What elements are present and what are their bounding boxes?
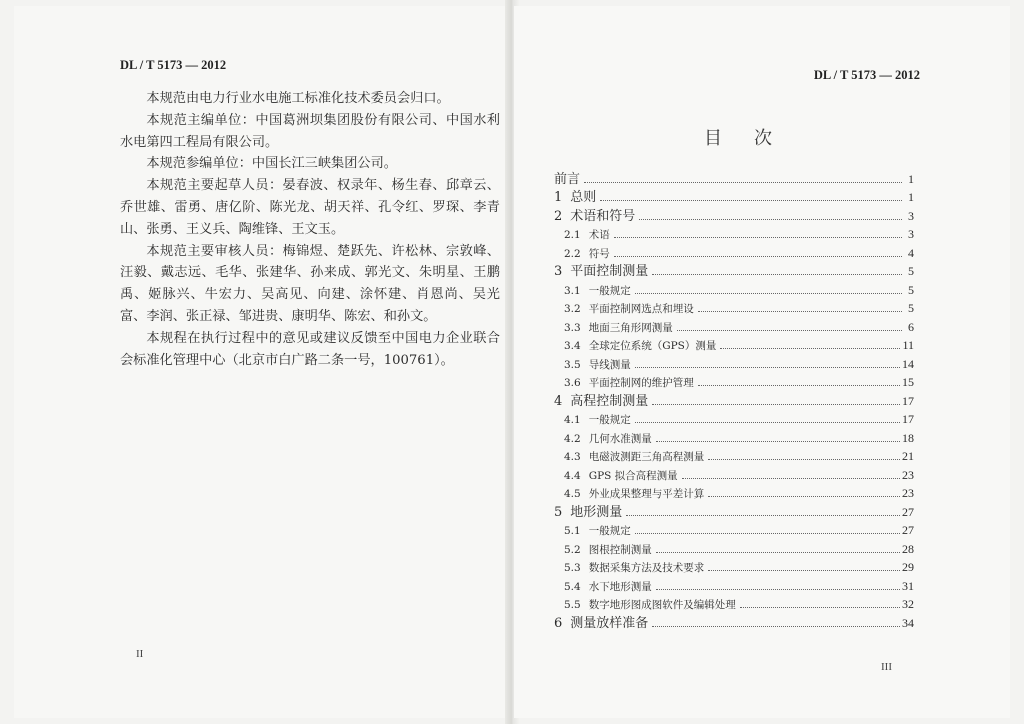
toc-entry-page: 3	[908, 227, 914, 241]
toc-entry-label: 高程控制测量	[570, 393, 649, 409]
left-page-number: II	[136, 648, 144, 660]
toc-entry-label: 一般规定	[588, 525, 631, 537]
toc-entry-number: 3.6	[564, 377, 581, 389]
toc-leader-dots	[652, 274, 902, 275]
front-matter-text	[120, 88, 500, 371]
toc-entry-label: 前言	[554, 171, 581, 187]
toc-entry	[554, 612, 914, 631]
toc-entry-number: 4.1	[564, 414, 581, 426]
toc-entry-label: 平面控制测量	[570, 264, 649, 279]
toc-entry-number: 3.1	[564, 284, 581, 297]
toc-entry-number: 3.4	[564, 340, 581, 352]
toc-entry-title	[564, 523, 633, 538]
toc-entry-label: 导线测量	[588, 358, 631, 371]
toc-entry-number: 5.2	[564, 543, 581, 556]
toc-entry	[554, 298, 914, 317]
toc-entry-number: 6	[554, 615, 563, 631]
left-page	[14, 6, 510, 718]
toc-entry	[554, 279, 914, 298]
paragraph: 本规范参编单位：中国长江三峡集团公司。	[146, 156, 397, 172]
toc-entry-page: 11	[902, 338, 914, 352]
toc-leader-dots	[635, 293, 902, 294]
toc-entry-label: GPS 拟合高程测量	[588, 469, 678, 482]
toc-entry-title	[564, 301, 696, 316]
toc-entry	[554, 575, 914, 594]
toc-entry-title	[564, 338, 718, 353]
toc-entry-number: 3.2	[564, 303, 581, 315]
toc-entry	[554, 316, 914, 335]
toc-leader-dots	[600, 200, 902, 201]
left-page-header: DL / T 5173 — 2012	[120, 58, 227, 72]
toc-entry-page: 23	[902, 467, 914, 482]
toc-entry-title	[564, 597, 738, 612]
paragraph: 本规范由电力行业水电施工标准化技术委员会归口。	[146, 91, 450, 106]
toc-entry-label: 一般规定	[588, 284, 631, 297]
toc-entry-title	[554, 205, 637, 224]
toc-entry	[554, 187, 914, 206]
toc-entry-label: 几何水准测量	[588, 432, 652, 445]
toc-entry-page: 1	[908, 190, 914, 204]
toc-leader-dots	[614, 237, 902, 238]
toc-entry-label: 地面三角形网测量	[588, 321, 673, 334]
toc-entry-label: 地形测量	[570, 504, 623, 520]
toc-entry-title	[564, 486, 706, 501]
toc-entry-label: 外业成果整理与平差计算	[588, 488, 705, 500]
toc-entry-number: 5.3	[564, 562, 581, 574]
toc-leader-dots	[656, 589, 900, 590]
toc-entry-title	[564, 227, 612, 242]
toc-title: 目次	[704, 128, 804, 149]
toc-entry	[554, 205, 914, 224]
toc-entry-page: 15	[902, 375, 914, 389]
toc-entry-number: 5.4	[564, 580, 581, 593]
toc-entry-title	[564, 431, 654, 446]
toc-entry-number: 3.3	[564, 321, 581, 334]
toc-entry	[554, 224, 914, 243]
toc-entry	[554, 242, 914, 261]
toc-entry-number: 2	[554, 208, 563, 224]
toc-entry-number: 5.1	[564, 525, 581, 537]
toc-entry-title	[564, 375, 696, 390]
toc-entry-label: 水下地形测量	[588, 580, 652, 593]
toc-entry	[554, 557, 914, 576]
toc-entry-title	[564, 283, 633, 298]
right-page-number: III	[881, 661, 892, 673]
toc-entry-page: 31	[902, 578, 914, 593]
toc-entry	[554, 483, 914, 502]
toc-entry	[554, 520, 914, 539]
toc-entry-number: 5	[554, 504, 563, 520]
toc-entry-page: 21	[902, 449, 914, 463]
toc-entry	[554, 168, 914, 187]
toc-entry-title	[564, 320, 675, 335]
toc-entry-label: 图根控制测量	[588, 543, 652, 556]
toc-entry-page: 3	[908, 208, 914, 223]
toc-entry	[554, 594, 914, 613]
toc-entry-page: 5	[908, 301, 914, 315]
toc-entry-number: 4.5	[564, 488, 581, 500]
toc-entry-label: 平面控制网的维护管理	[588, 377, 694, 389]
toc-entry-page: 17	[902, 393, 914, 408]
toc-leader-dots	[740, 607, 900, 608]
toc-leader-dots	[614, 256, 902, 257]
toc-entry-page: 32	[902, 597, 914, 611]
toc-entry-number: 4.3	[564, 451, 581, 463]
toc-entry	[554, 427, 914, 446]
toc-entry-number: 3	[554, 264, 563, 279]
table-of-contents	[554, 168, 914, 631]
toc-leader-dots	[652, 626, 900, 627]
toc-leader-dots	[584, 182, 902, 183]
toc-entry	[554, 538, 914, 557]
toc-entry-number: 4	[554, 393, 563, 409]
toc-leader-dots	[635, 367, 900, 368]
toc-entry-number: 5.5	[564, 599, 581, 611]
toc-entry	[554, 390, 914, 409]
toc-entry-title	[564, 449, 706, 464]
toc-entry-number: 4.2	[564, 432, 581, 445]
toc-entry-page: 6	[908, 319, 914, 334]
toc-entry-title	[564, 542, 654, 557]
toc-entry-number: 1	[554, 190, 563, 205]
toc-entry-page: 1	[908, 171, 914, 186]
toc-entry-title	[554, 390, 650, 409]
toc-entry-label: 测量放样准备	[570, 615, 649, 631]
toc-entry-number: 4.4	[564, 469, 581, 482]
toc-entry-title	[564, 579, 654, 594]
toc-entry	[554, 446, 914, 465]
toc-entry-label: 电磁波测距三角高程测量	[588, 451, 705, 463]
toc-entry-page: 4	[908, 245, 914, 260]
toc-entry-page: 29	[902, 560, 914, 574]
toc-leader-dots	[635, 422, 900, 423]
toc-entry-number: 2.2	[564, 247, 581, 260]
toc-leader-dots	[626, 515, 900, 516]
toc-entry-number: 2.1	[564, 229, 581, 241]
toc-entry	[554, 409, 914, 428]
toc-entry-title	[564, 246, 612, 261]
toc-leader-dots	[677, 330, 902, 331]
toc-entry-page: 23	[902, 486, 914, 500]
toc-leader-dots	[652, 404, 900, 405]
toc-leader-dots	[720, 348, 900, 349]
toc-entry-page: 14	[902, 356, 914, 371]
toc-entry	[554, 261, 914, 280]
toc-entry-label: 数据采集方法及技术要求	[588, 562, 705, 574]
toc-entry	[554, 464, 914, 483]
toc-entry-page: 34	[902, 615, 914, 630]
toc-entry-label: 全球定位系统（GPS）测量	[588, 340, 717, 352]
toc-entry-title	[564, 412, 633, 427]
toc-entry-title	[564, 560, 706, 575]
toc-entry-page: 28	[902, 541, 914, 556]
toc-entry-title	[554, 612, 650, 631]
toc-leader-dots	[708, 496, 900, 497]
right-page-header: DL / T 5173 — 2012	[813, 68, 920, 82]
paragraph: 本规范主编单位：中国葛洲坝集团股份有限公司、中国水利水电第四工程局有限公司。	[120, 112, 500, 150]
toc-entry-label: 符号	[588, 247, 610, 260]
toc-entry	[554, 501, 914, 520]
toc-leader-dots	[682, 478, 900, 479]
toc-entry-label: 数字地形图成图软件及编辑处理	[588, 599, 736, 611]
toc-entry-page: 17	[902, 412, 914, 426]
toc-entry	[554, 372, 914, 391]
toc-entry-title	[554, 501, 624, 520]
toc-leader-dots	[708, 570, 900, 571]
toc-entry-label: 总则	[570, 190, 597, 205]
paragraph: 本规程在执行过程中的意见或建议反馈至中国电力企业联合会标准化管理中心（北京市白广路二条一号，100761）。	[120, 330, 500, 368]
toc-entry-page: 5	[908, 282, 914, 297]
toc-entry-title	[564, 468, 680, 483]
toc-entry-title	[554, 260, 650, 279]
toc-entry-page: 27	[902, 504, 914, 519]
toc-entry-page: 5	[908, 264, 914, 278]
toc-leader-dots	[639, 219, 902, 220]
toc-entry-number: 3.5	[564, 358, 581, 371]
toc-entry-page: 18	[902, 430, 914, 445]
toc-entry-label: 一般规定	[588, 414, 631, 426]
toc-entry-page: 27	[902, 523, 914, 537]
toc-entry-title	[564, 357, 633, 372]
toc-leader-dots	[698, 385, 900, 386]
toc-leader-dots	[635, 533, 900, 534]
toc-entry-label: 术语	[588, 229, 610, 241]
paragraph: 本规范主要审核人员：梅锦煜、楚跃先、许松林、宗敦峰、汪毅、戴志远、毛华、张建华、孙来成、郭光文、朱明星、王鹏禹、姬脉兴、牛宏力、吴高见、向建、涂怀建、肖恩尚、吴光富、李润、张正禄、邹进贵、康明华、陈宏、和孙文。	[120, 243, 500, 324]
toc-leader-dots	[656, 552, 900, 553]
toc-leader-dots	[656, 441, 900, 442]
toc-entry-title	[554, 168, 582, 187]
toc-entry-label: 术语和符号	[570, 208, 636, 224]
toc-entry	[554, 353, 914, 372]
toc-leader-dots	[708, 459, 900, 460]
toc-entry-title	[554, 186, 598, 205]
paragraph: 本规范主要起草人员：晏春波、权录年、杨生春、邱章云、乔世雄、雷勇、唐亿阶、陈光龙、胡天祥、孔令红、罗琛、李青山、张勇、王义兵、陶维锋、王文玉。	[120, 178, 500, 237]
toc-entry-label: 平面控制网选点和埋设	[588, 303, 694, 315]
toc-entry	[554, 335, 914, 354]
toc-leader-dots	[698, 311, 902, 312]
right-page	[514, 6, 1010, 718]
